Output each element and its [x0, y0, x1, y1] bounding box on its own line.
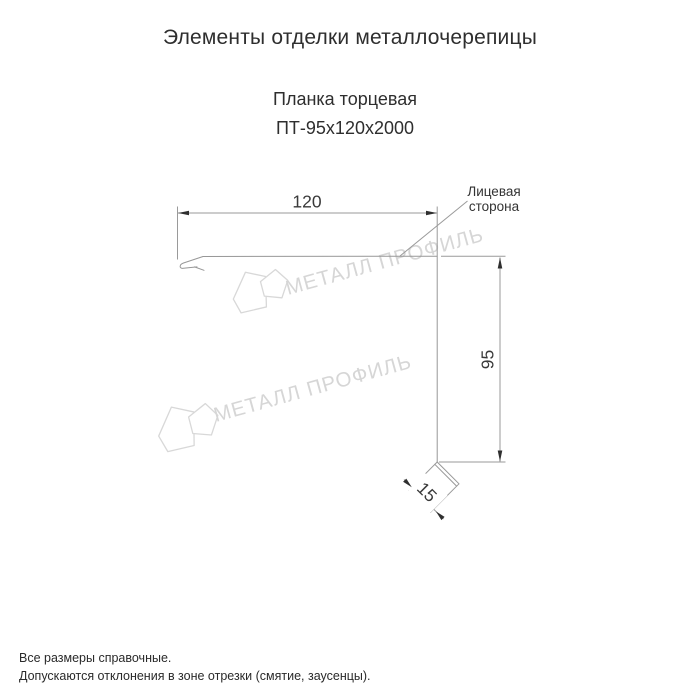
bottom-flange — [437, 462, 459, 484]
footer-notes — [19, 650, 619, 685]
watermark-upper — [229, 223, 487, 314]
hem-fold — [180, 257, 203, 269]
arrowhead-down-icon — [498, 451, 503, 462]
dimension-flange-value: 15 — [413, 478, 441, 506]
bottom-flange-inner — [435, 464, 457, 486]
arrowhead-up-icon — [498, 258, 503, 269]
footer-note-1: Все размеры справочные. — [19, 651, 172, 665]
flange-dimension-label — [406, 471, 447, 512]
product-code: ПТ-95х120х2000 — [275, 118, 415, 138]
dimension-width-value: 120 — [292, 191, 322, 212]
arrowhead-left-icon — [178, 211, 189, 216]
footer-note-2: Допускаются отклонения в зоне отрезки (смятие, заусенцы). — [19, 668, 371, 683]
watermark-text: МЕТАЛЛ ПРОФИЛЬ — [211, 350, 415, 427]
hem-edge-tick — [195, 267, 205, 270]
face-side-label-line2: сторона — [468, 199, 520, 214]
dimension-height-value: 95 — [477, 349, 498, 370]
arrowhead-right-icon — [426, 211, 437, 216]
face-side-label — [455, 184, 533, 214]
page-title: Элементы отделки металлочерепицы — [162, 26, 537, 49]
product-name: Планка торцевая — [273, 89, 417, 109]
face-side-label-line1: Лицевая — [467, 184, 521, 199]
watermark-text: МЕТАЛЛ ПРОФИЛЬ — [283, 223, 487, 300]
watermark-lower — [154, 350, 415, 453]
